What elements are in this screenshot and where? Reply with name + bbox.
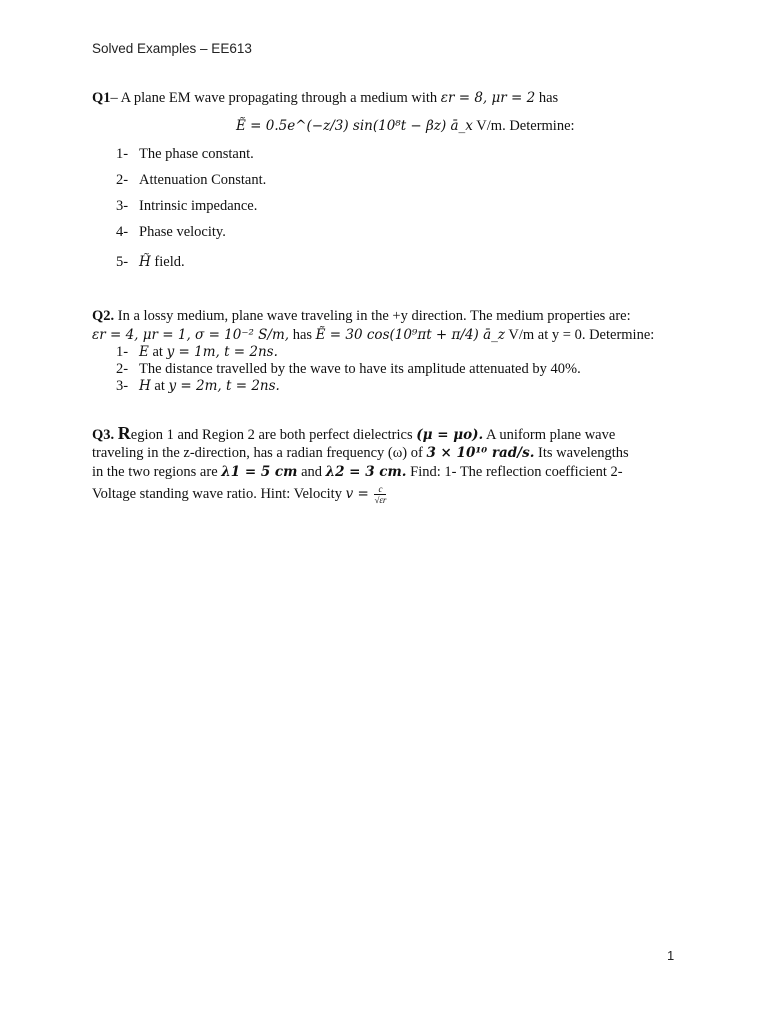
list-item: 1- E at y = 1m, t = 2ns. xyxy=(116,344,278,360)
q3-line1: Q3. Region 1 and Region 2 are both perfect dielectrics (μ = μo). A uniform plane wave xyxy=(92,423,616,443)
q3-line3: in the two regions are λ1 = 5 cm and λ2 = 3 cm. Find: 1- The reflection coefficient 2- xyxy=(92,464,623,480)
q2-field-equation: Ẽ = 30 cos(10⁹πt + π/4) ā_z xyxy=(315,327,506,343)
q1-line1 xyxy=(92,89,558,107)
q3-line4: Voltage standing wave ratio. Hint: Velocity v = $\frac{c}{√\varepsilon r}$ xyxy=(92,484,387,505)
q2-has: has xyxy=(292,327,313,343)
q2-tail: V/m at y = 0. Determine: xyxy=(508,327,655,343)
list-item: 2- Attenuation Constant. xyxy=(116,172,267,188)
q2-line2 xyxy=(92,326,654,344)
list-item: 1- The phase constant. xyxy=(116,146,254,162)
q1-units: V/m. Determine: xyxy=(476,118,575,134)
list-item: 5- H̃ field. xyxy=(116,254,185,270)
q3-line2: traveling in the z-direction, has a radian frequency (ω) of 3 × 10¹⁰ rad/s. Its wavelengths xyxy=(92,445,629,461)
q1-has: has xyxy=(538,90,559,106)
q2-line1 xyxy=(92,307,631,325)
list-item: 4- Phase velocity. xyxy=(116,224,226,240)
q3-label: Q3. xyxy=(92,427,115,443)
q3-big-r: R xyxy=(117,423,131,443)
q2-label: Q2. xyxy=(92,308,115,324)
q2-line1-text: In a lossy medium, plane wave traveling in the +y direction. The medium properties are: xyxy=(117,308,631,324)
page-header: Solved Examples – EE613 xyxy=(92,41,252,56)
page-number: 1 xyxy=(667,948,675,963)
velocity-fraction: $\frac{c}{√\varepsilon r}$ xyxy=(374,484,387,505)
q1-label: Q1 xyxy=(92,90,111,106)
q1-dash: – xyxy=(110,90,118,106)
h-field-symbol: H̃ xyxy=(139,254,151,270)
q2-params: εr = 4, μr = 1, σ = 10⁻² S/m, xyxy=(92,327,290,343)
q1-params: εr = 8, μr = 2 xyxy=(440,90,536,106)
q1-intro: A plane EM wave propagating through a medium with xyxy=(120,90,438,106)
list-item: 3- Intrinsic impedance. xyxy=(116,198,258,214)
q1-field-equation: Ẽ = 0.5e^(−z/3) sin(10⁸t − βz) ā_x xyxy=(236,118,473,134)
list-item: 2- The distance travelled by the wave to have its amplitude attenuated by 40%. xyxy=(116,361,581,377)
list-item: 3- H at y = 2m, t = 2ns. xyxy=(116,378,280,394)
q1-equation xyxy=(236,117,575,135)
